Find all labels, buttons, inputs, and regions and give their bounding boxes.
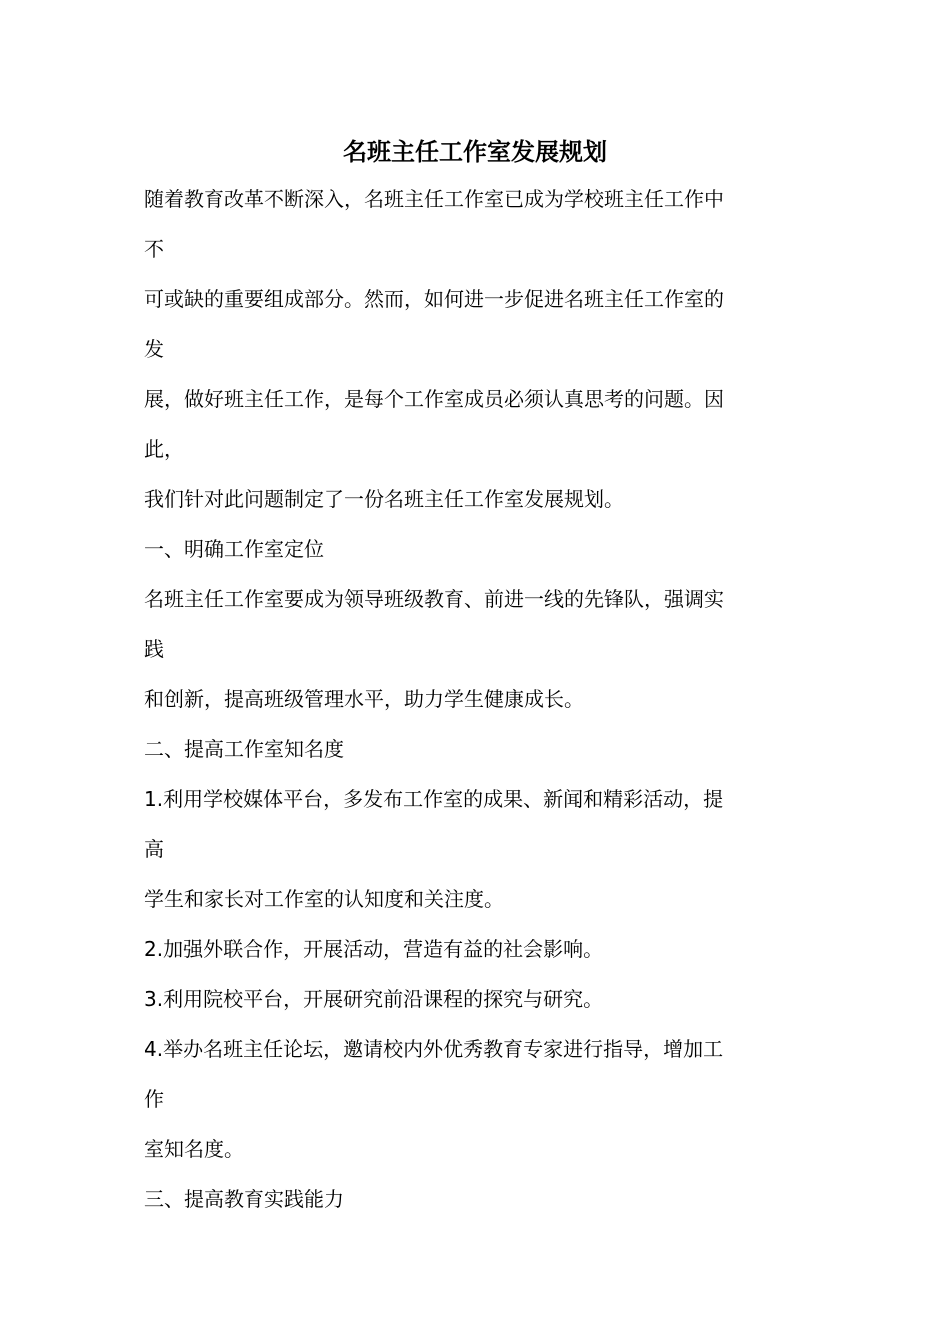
text-line: 随着教育改革不断深入，名班主任工作室已成为学校班主任工作中 <box>144 187 724 211</box>
list-item: 1.利用学校媒体平台，多发布工作室的成果、新闻和精彩活动，提 <box>144 787 724 811</box>
list-item: 2.加强外联合作，开展活动，营造有益的社会影响。 <box>144 937 604 961</box>
section-heading: 一、明确工作室定位 <box>144 537 324 561</box>
text-line: 学生和家长对工作室的认知度和关注度。 <box>144 887 504 911</box>
text-line: 名班主任工作室要成为领导班级教育、前进一线的先锋队，强调实 <box>144 587 724 611</box>
text-line: 发 <box>144 337 164 361</box>
text-line: 室知名度。 <box>144 1137 244 1161</box>
list-item: 4.举办名班主任论坛，邀请校内外优秀教育专家进行指导，增加工 <box>144 1037 724 1061</box>
document-title: 名班主任工作室发展规划 <box>343 138 607 166</box>
text-line: 高 <box>144 837 164 861</box>
section-heading: 二、提高工作室知名度 <box>144 737 344 761</box>
text-line: 我们针对此问题制定了一份名班主任工作室发展规划。 <box>144 487 624 511</box>
text-line: 不 <box>144 237 164 261</box>
section-heading: 三、提高教育实践能力 <box>144 1187 344 1211</box>
text-line: 践 <box>144 637 164 661</box>
text-line: 和创新，提高班级管理水平，助力学生健康成长。 <box>144 687 584 711</box>
text-line: 可或缺的重要组成部分。然而，如何进一步促进名班主任工作室的 <box>144 287 724 311</box>
list-item: 3.利用院校平台，开展研究前沿课程的探究与研究。 <box>144 987 604 1011</box>
document-body <box>144 179 824 1229</box>
text-line: 展，做好班主任工作，是每个工作室成员必须认真思考的问题。因 <box>144 387 724 411</box>
text-line: 此， <box>144 437 184 461</box>
text-line: 作 <box>144 1087 164 1111</box>
